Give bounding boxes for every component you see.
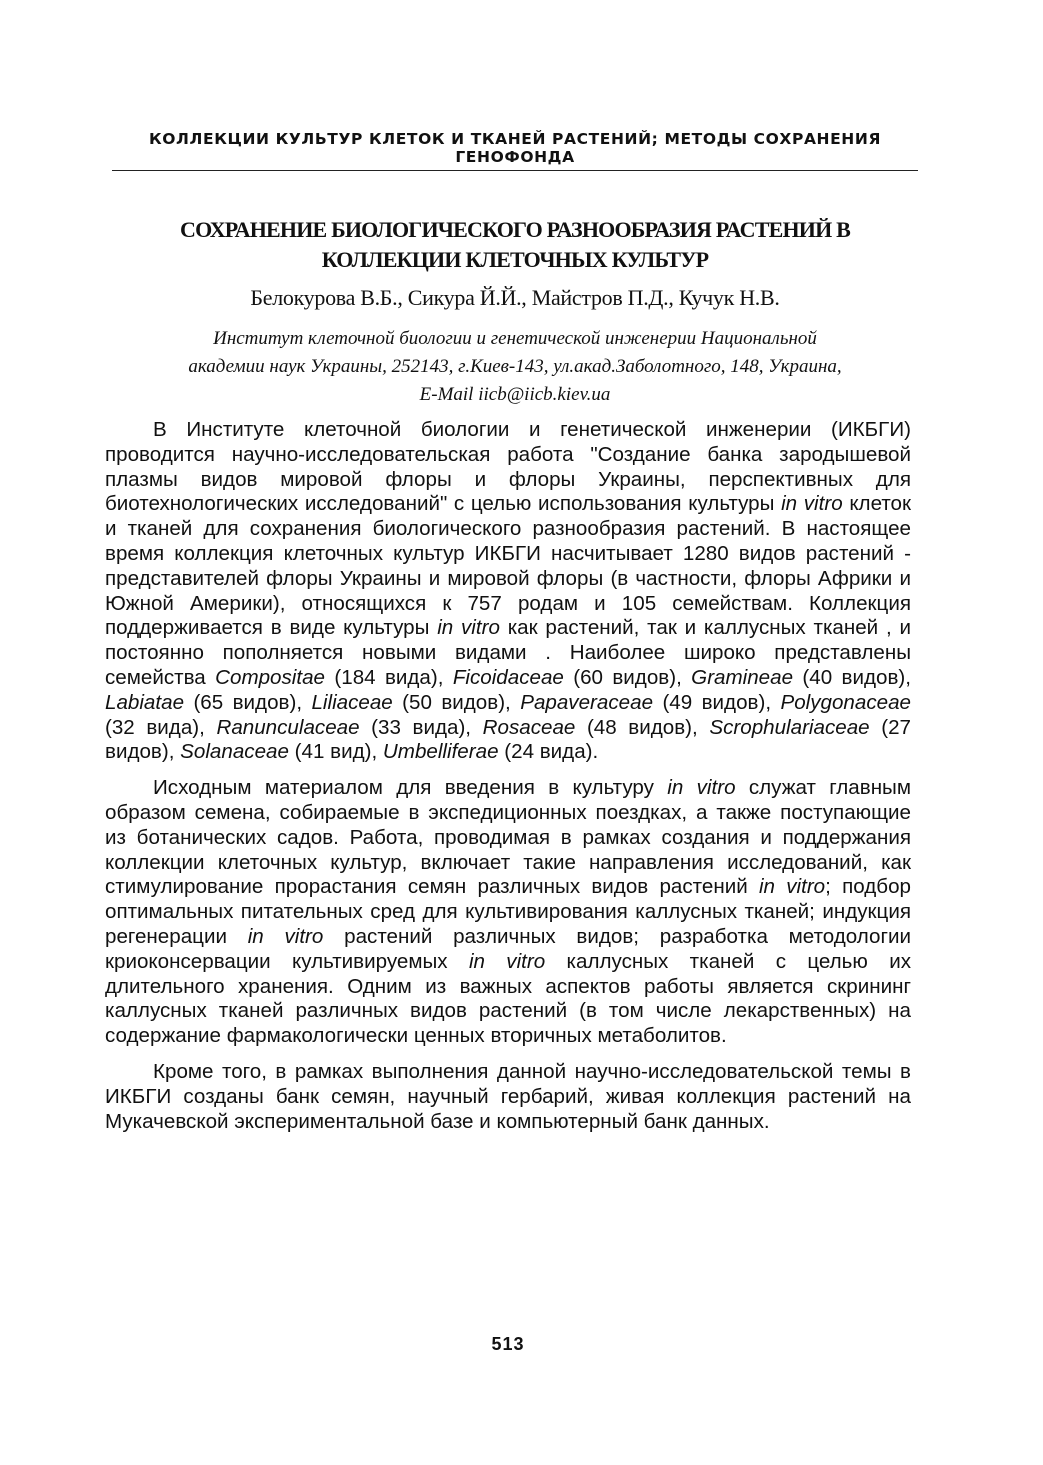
affiliation — [112, 325, 918, 409]
paper-title: СОХРАНЕНИЕ БИОЛОГИЧЕСКОГО РАЗНООБРАЗИЯ РАСТЕНИЙ В КОЛЛЕКЦИИ КЛЕТОЧНЫХ КУЛЬТУР — [180, 217, 850, 272]
running-head: КОЛЛЕКЦИИ КУЛЬТУР КЛЕТОК И ТКАНЕЙ РАСТЕНИЙ; МЕТОДЫ СОХРАНЕНИЯ ГЕНОФОНДА — [149, 130, 881, 166]
authors: Белокурова В.Б., Сикура Й.Й., Майстров П.Д., Кучук Н.В. — [250, 285, 780, 310]
header-divider — [112, 170, 918, 171]
affiliation-line-2: академии наук Украины, 252143, г.Киев-143, ул.акад.Заболотного, 148, Украина, — [188, 356, 842, 377]
paragraph-3: Кроме того, в рамках выполнения данной научно-исследовательской темы в ИКБГИ созданы банк семян, научный гербарий, живая коллекция растений на Мукачевской экспериментальной базе и компьютерный банк данных. — [105, 1059, 911, 1133]
affiliation-line-1: Институт клеточной биологии и генетической инженерии Национальной — [213, 328, 817, 349]
page-number: 513 — [491, 1334, 525, 1354]
affiliation-email: E-Mail iicb@iicb.kiev.ua — [419, 384, 611, 405]
article-body — [105, 418, 911, 1145]
paragraph-1: В Институте клеточной биологии и генетической инженерии (ИКБГИ) проводится научно-исследовательская работа "Создание банка зародышевой плазмы видов мировой флоры и флоры Украины, перспективных для биотехнологических исследований" с целью использования культуры in vitro клеток и тканей для сохранения биологического разнообразия растений. В настоящее время коллекция клеточных культур ИКБГИ насчитывает 1280 видов растений - представителей флоры Украины и мировой флоры (в частности, флоры Африки и Южной Америки), относящихся к 757 родам и 105 семействам. Коллекция поддерживается в виде культуры in vitro как растений, так и каллусных тканей , и постоянно пополняется новыми видами . Наиболее широко представлены семейства Compositae (184 вида), Ficoidaceae (60 видов), Gramineae (40 видов), Labiatae (65 видов), Liliaceae (50 видов), Papaveraceae (49 видов), Polygonaceae (32 вида), Ranunculaceae (33 вида), Rosaceae (48 видов), Scrophulariaceae (27 видов), Solanaceae (41 вид), Umbelliferae (24 вида). — [105, 418, 912, 764]
paragraph-2: Исходным материалом для введения в культуру in vitro служат главным образом семена, собираемые в экспедиционных поездках, а также поступающие из ботанических садов. Работа, проводимая в рамках создания и поддержания коллекции клеточных культур, включает такие направления исследований, как стимулирование прорастания семян различных видов растений in vitro; подбор оптимальных питательных сред для культивирования каллусных тканей; индукция регенерации in vitro растений различных видов; разработка методологии криоконсервации культивируемых in vitro каллусных тканей с целью их длительного хранения. Одним из важных аспектов работы является скрининг каллусных тканей различных видов растений (в том числе лекарственных) на содержание фармакологически ценных вторичных метаболитов. — [105, 776, 912, 1048]
